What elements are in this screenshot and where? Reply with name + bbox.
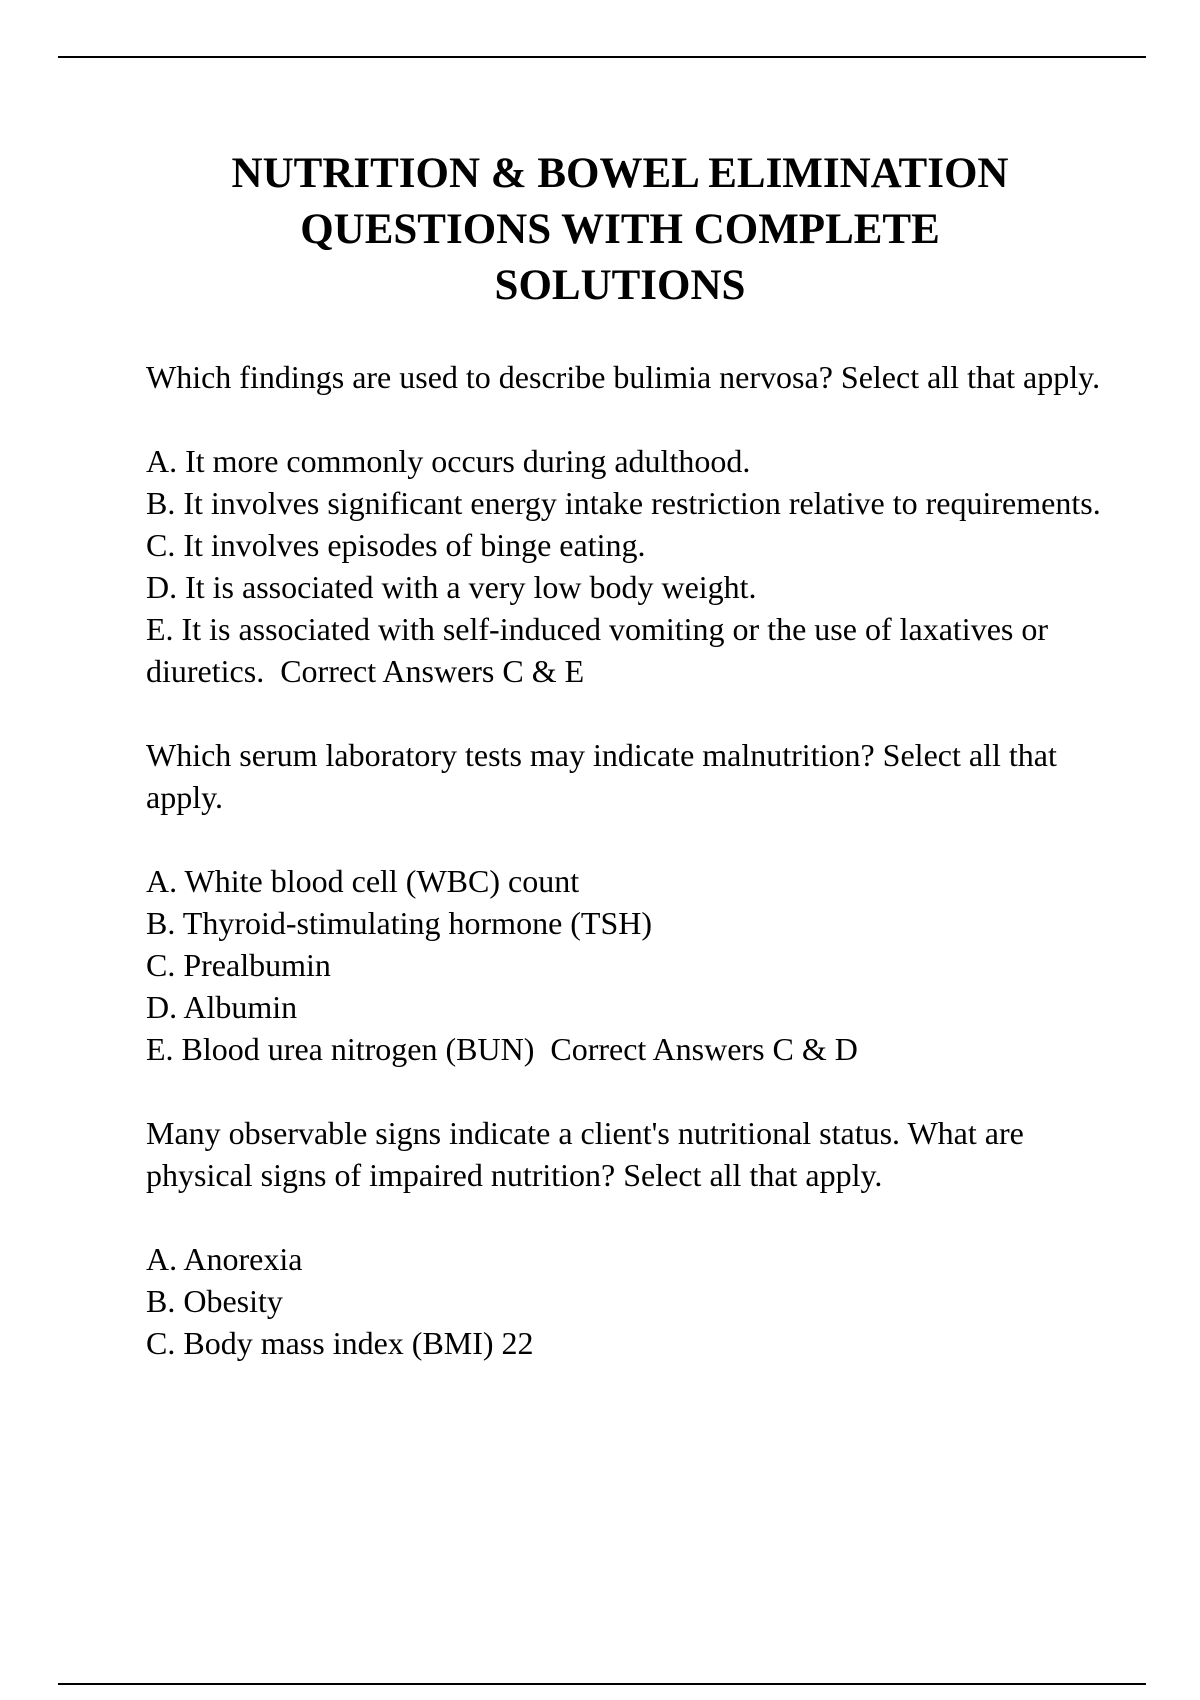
title-line: SOLUTIONS: [494, 262, 746, 309]
question-stem: Many observable signs indicate a client's nutritional status. What are physical signs of impaired nutrition? Select all that apply.: [146, 1115, 1024, 1193]
option-a: A. Anorexia: [146, 1241, 303, 1277]
option-e: E. Blood urea nitrogen (BUN): [146, 1031, 535, 1067]
question-stem: Which findings are used to describe bulimia nervosa? Select all that apply.: [146, 359, 1101, 395]
option-c: C. Body mass index (BMI) 22: [146, 1325, 534, 1361]
question-2: [146, 734, 1106, 1070]
option-c: C. It involves episodes of binge eating.: [146, 527, 646, 563]
options-list: [146, 1238, 1106, 1364]
options-list: [146, 860, 1106, 1070]
option-c: C. Prealbumin: [146, 947, 331, 983]
options-list: [146, 440, 1106, 692]
question-stem: Which serum laboratory tests may indicate malnutrition? Select all that apply.: [146, 737, 1057, 815]
option-a: A. White blood cell (WBC) count: [146, 863, 580, 899]
document-body: [146, 356, 1106, 1406]
title-line: NUTRITION & BOWEL ELIMINATION: [231, 150, 1009, 197]
option-b: B. Obesity: [146, 1283, 283, 1319]
top-divider: [58, 56, 1146, 58]
option-e: E. It is associated with self-induced vomiting or the use of laxatives or diuretics.: [146, 611, 1048, 689]
option-d: D. Albumin: [146, 989, 298, 1025]
question-1: [146, 356, 1106, 692]
correct-answer: Correct Answers C & E: [280, 653, 585, 689]
option-b: B. Thyroid-stimulating hormone (TSH): [146, 905, 653, 941]
option-d: D. It is associated with a very low body weight.: [146, 569, 757, 605]
document-title: [130, 146, 1110, 314]
option-b: B. It involves significant energy intake restriction relative to requirements.: [146, 485, 1101, 521]
bottom-divider: [58, 1683, 1146, 1685]
title-line: QUESTIONS WITH COMPLETE: [300, 206, 940, 253]
option-a: A. It more commonly occurs during adulthood.: [146, 443, 751, 479]
question-3: [146, 1112, 1106, 1364]
correct-answer: Correct Answers C & D: [550, 1031, 858, 1067]
